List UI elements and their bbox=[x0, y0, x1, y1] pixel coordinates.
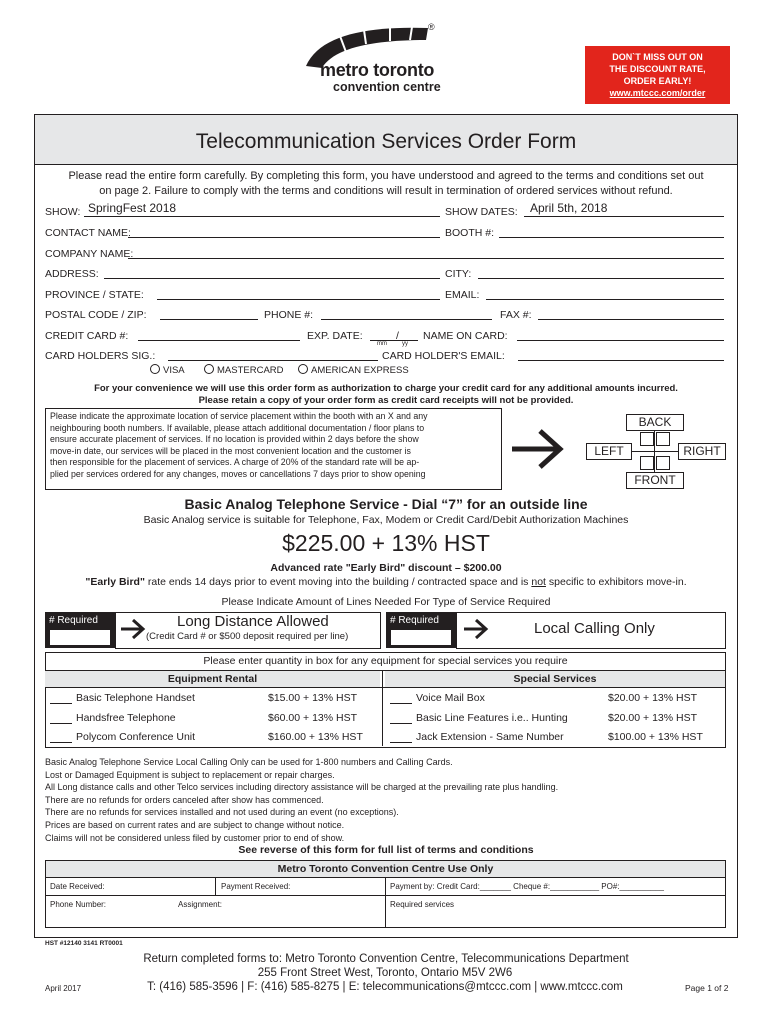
show-dates-field[interactable] bbox=[524, 216, 724, 217]
phone-field[interactable] bbox=[321, 319, 492, 320]
hst-number: HST #12140 3141 RT0001 bbox=[45, 940, 123, 947]
radio-icon[interactable] bbox=[150, 364, 160, 374]
local-required-label: # Required bbox=[390, 615, 439, 626]
special-name: Voice Mail Box bbox=[416, 692, 485, 704]
long-distance-required-label: # Required bbox=[49, 615, 98, 626]
address-label: ADDRESS: bbox=[45, 268, 99, 280]
show-label: SHOW: bbox=[45, 206, 81, 218]
office-title: Metro Toronto Convention Centre Use Only bbox=[277, 863, 494, 875]
logo-reg-mark: ® bbox=[428, 22, 435, 32]
page-title: Telecommunication Services Order Form bbox=[195, 130, 577, 153]
radio-icon[interactable] bbox=[204, 364, 214, 374]
card-type-visa[interactable]: VISA bbox=[150, 364, 185, 376]
rental-price: $15.00 + 13% HST bbox=[268, 692, 358, 704]
early-bird-line: "Early Bird" rate ends 14 days prior to event moving into the building / contracted space and is not specific to exhibitors move-in. bbox=[85, 576, 687, 588]
footer-address: 255 Front Street West, Toronto, Ontario M5V 2W6 bbox=[257, 967, 513, 979]
footer-return: Return completed forms to: Metro Toronto Convention Centre, Telecommunications Department bbox=[143, 953, 629, 965]
show-field[interactable] bbox=[84, 216, 440, 217]
service-price: $225.00 + 13% HST bbox=[282, 530, 490, 556]
booth-back-box[interactable]: BACK bbox=[626, 414, 684, 431]
note-line: There are no refunds for services installed and not used during an event (no exceptions). bbox=[45, 807, 399, 818]
intro-line1: Please read the entire form carefully. By completing this form, you have understood and agreed to the terms and conditions set out bbox=[68, 170, 704, 182]
note-line: There are no refunds for orders canceled after show has commenced. bbox=[45, 794, 324, 805]
cc-field[interactable] bbox=[138, 340, 300, 341]
note-line: Claims will not be considered unless filed by customer prior to end of show. bbox=[45, 832, 345, 843]
rental-qty-field[interactable] bbox=[50, 703, 72, 704]
booth-hline bbox=[628, 451, 682, 452]
rental-qty-field[interactable] bbox=[50, 723, 72, 724]
province-label: PROVINCE / STATE: bbox=[45, 289, 144, 301]
rental-name: Polycom Conference Unit bbox=[76, 731, 196, 743]
note-line: Prices are based on current rates and are subject to change without notice. bbox=[45, 819, 345, 830]
show-dates-label: SHOW DATES: bbox=[445, 206, 518, 218]
footer-contact: T: (416) 585-3596 | F: (416) 585-8275 | E: telecommunications@mtccc.com | www.mtccc.com bbox=[147, 981, 623, 993]
long-distance-required-bar bbox=[45, 612, 115, 648]
arrow-right-icon bbox=[510, 428, 566, 470]
rental-qty-field[interactable] bbox=[50, 742, 72, 743]
special-name: Jack Extension - Same Number bbox=[416, 731, 564, 743]
sig-label: CARD HOLDERS SIG.: bbox=[45, 350, 156, 362]
cc-email-label: CARD HOLDER'S EMAIL: bbox=[382, 350, 505, 362]
show-dates-value[interactable]: April 5th, 2018 bbox=[530, 201, 608, 215]
exp-label: EXP. DATE: bbox=[307, 330, 363, 342]
name-card-label: NAME ON CARD: bbox=[423, 330, 508, 342]
postal-label: POSTAL CODE / ZIP: bbox=[45, 309, 147, 321]
date-received-label: Date Received: bbox=[50, 882, 105, 891]
address-field[interactable] bbox=[104, 278, 440, 279]
long-distance-qty-input[interactable] bbox=[49, 629, 111, 646]
exp-mm: mm bbox=[377, 341, 387, 347]
rental-name: Basic Telephone Handset bbox=[76, 692, 195, 704]
booth-square-bl[interactable] bbox=[640, 456, 654, 470]
phone-label: PHONE #: bbox=[264, 309, 314, 321]
special-name: Basic Line Features i.e.. Hunting bbox=[416, 712, 568, 724]
equipment-header-divider bbox=[45, 687, 726, 688]
booth-field[interactable] bbox=[499, 237, 724, 238]
office-col-divider-1 bbox=[215, 877, 216, 895]
rental-price: $60.00 + 13% HST bbox=[268, 712, 358, 724]
rental-price: $160.00 + 13% HST bbox=[268, 731, 363, 743]
promo-link[interactable]: www.mtccc.com/order bbox=[609, 88, 706, 98]
exp-sep: / bbox=[396, 330, 399, 342]
logo-line1: metro toronto bbox=[320, 60, 435, 80]
company-field[interactable] bbox=[128, 258, 724, 259]
promo-line3: ORDER EARLY! bbox=[623, 76, 692, 86]
promo-line1: DON`T MISS OUT ON bbox=[612, 52, 703, 62]
fax-label: FAX #: bbox=[500, 309, 532, 321]
logo bbox=[300, 22, 470, 97]
city-label: CITY: bbox=[445, 268, 472, 280]
postal-field[interactable] bbox=[160, 319, 258, 320]
note-line: All Long distance calls and other Telco services including directory assistance will be charged at the prevailing rate plus handling. bbox=[45, 782, 559, 793]
long-distance-note: (Credit Card # or $500 deposit required per line) bbox=[146, 631, 349, 642]
booth-diagram bbox=[586, 414, 726, 488]
booth-square-tr[interactable] bbox=[656, 432, 670, 446]
radio-icon[interactable] bbox=[298, 364, 308, 374]
special-price: $20.00 + 13% HST bbox=[608, 712, 698, 724]
local-title: Local Calling Only bbox=[534, 620, 655, 637]
cc-email-field[interactable] bbox=[518, 360, 724, 361]
special-price: $20.00 + 13% HST bbox=[608, 692, 698, 704]
company-label: COMPANY NAME: bbox=[45, 248, 134, 260]
cc-label: CREDIT CARD #: bbox=[45, 330, 129, 342]
office-col-divider-2 bbox=[385, 877, 386, 927]
assignment-label: Assignment: bbox=[178, 900, 223, 909]
intro-line2: on page 2. Failure to comply with the terms and conditions will result in termination of ordered services without refund. bbox=[99, 185, 673, 197]
exp-yy: yy bbox=[402, 341, 408, 347]
booth-front-box[interactable]: FRONT bbox=[626, 472, 684, 489]
card-type-mastercard[interactable]: MASTERCARD bbox=[204, 364, 284, 376]
equipment-column-divider bbox=[382, 671, 383, 746]
show-value[interactable]: SpringFest 2018 bbox=[88, 201, 177, 215]
city-field[interactable] bbox=[478, 278, 724, 279]
auth-line2: Please retain a copy of your order form as credit card receipts will not be provided. bbox=[198, 395, 574, 406]
footer-page: Page 1 of 2 bbox=[685, 983, 729, 993]
see-reverse: See reverse of this form for full list of terms and conditions bbox=[238, 844, 534, 856]
rental-name: Handsfree Telephone bbox=[76, 712, 176, 724]
placement-text: Please indicate the approximate location of service placement within the booth with an X and any neighbouring booth numbers. If available, please attach additional documentation / floor plans to ensure accurate placement of services. If no location is provided within 2 days before the show move-in date, our services will be placed in the most convenient location and the customer is then responsible for the placement of services. A charge of 20% of the standard rate will be ap- plied per services ordered for any changes, moves or cancellations 7 days prior to show opening bbox=[50, 411, 428, 479]
note-line: Basic Analog Telephone Service Local Calling Only can be used for 1-800 numbers and Calling Cards. bbox=[45, 757, 453, 767]
email-field[interactable] bbox=[486, 299, 724, 300]
special-qty-field[interactable] bbox=[390, 723, 412, 724]
payment-received-label: Payment Received: bbox=[221, 882, 291, 891]
fax-field[interactable] bbox=[538, 319, 724, 320]
equipment-header: Please enter quantity in box for any equipment for special services you require bbox=[203, 655, 568, 667]
local-qty-input[interactable] bbox=[390, 629, 452, 646]
contact-field[interactable] bbox=[128, 237, 440, 238]
service-subtitle: Basic Analog service is suitable for Telephone, Fax, Modem or Credit Card/Debit Authorization Machines bbox=[143, 514, 629, 526]
province-field[interactable] bbox=[157, 299, 440, 300]
promo-line2: THE DISCOUNT RATE, bbox=[609, 64, 706, 74]
long-distance-title: Long Distance Allowed bbox=[177, 613, 329, 630]
auth-line1: For your convenience we will use this order form as authorization to charge your credit card for any additional amounts incurred. bbox=[94, 383, 678, 394]
note-line: Lost or Damaged Equipment is subject to replacement or repair charges. bbox=[45, 769, 335, 780]
booth-label: BOOTH #: bbox=[445, 227, 495, 239]
special-title: Special Services bbox=[513, 673, 597, 685]
local-required-bar bbox=[386, 612, 456, 648]
payment-by-label: Payment by: Credit Card:_______ Cheque #:___________ PO#:__________ bbox=[390, 882, 664, 891]
required-services-label: Required services bbox=[390, 900, 455, 909]
card-type-amex[interactable]: AMERICAN EXPRESS bbox=[298, 364, 409, 376]
special-qty-field[interactable] bbox=[390, 703, 412, 704]
email-label: EMAIL: bbox=[445, 289, 480, 301]
name-card-field[interactable] bbox=[517, 340, 724, 341]
lines-needed: Please Indicate Amount of Lines Needed For Type of Service Required bbox=[221, 596, 551, 608]
booth-left-box[interactable]: LEFT bbox=[586, 443, 632, 460]
sig-field[interactable] bbox=[168, 360, 378, 361]
booth-square-br[interactable] bbox=[656, 456, 670, 470]
service-title: Basic Analog Telephone Service - Dial “7” for an outside line bbox=[184, 496, 588, 512]
special-qty-field[interactable] bbox=[390, 742, 412, 743]
contact-label: CONTACT NAME: bbox=[45, 227, 131, 239]
rental-title: Equipment Rental bbox=[167, 673, 258, 685]
footer-date: April 2017 bbox=[45, 984, 82, 993]
special-price: $100.00 + 13% HST bbox=[608, 731, 703, 743]
booth-square-tl[interactable] bbox=[640, 432, 654, 446]
booth-right-box[interactable]: RIGHT bbox=[678, 443, 726, 460]
notes bbox=[45, 756, 558, 844]
service-advanced: Advanced rate "Early Bird" discount – $200.00 bbox=[270, 562, 502, 574]
promo-banner bbox=[585, 46, 730, 104]
logo-line2: convention centre bbox=[333, 80, 441, 94]
phone-number-label: Phone Number: bbox=[50, 900, 107, 909]
